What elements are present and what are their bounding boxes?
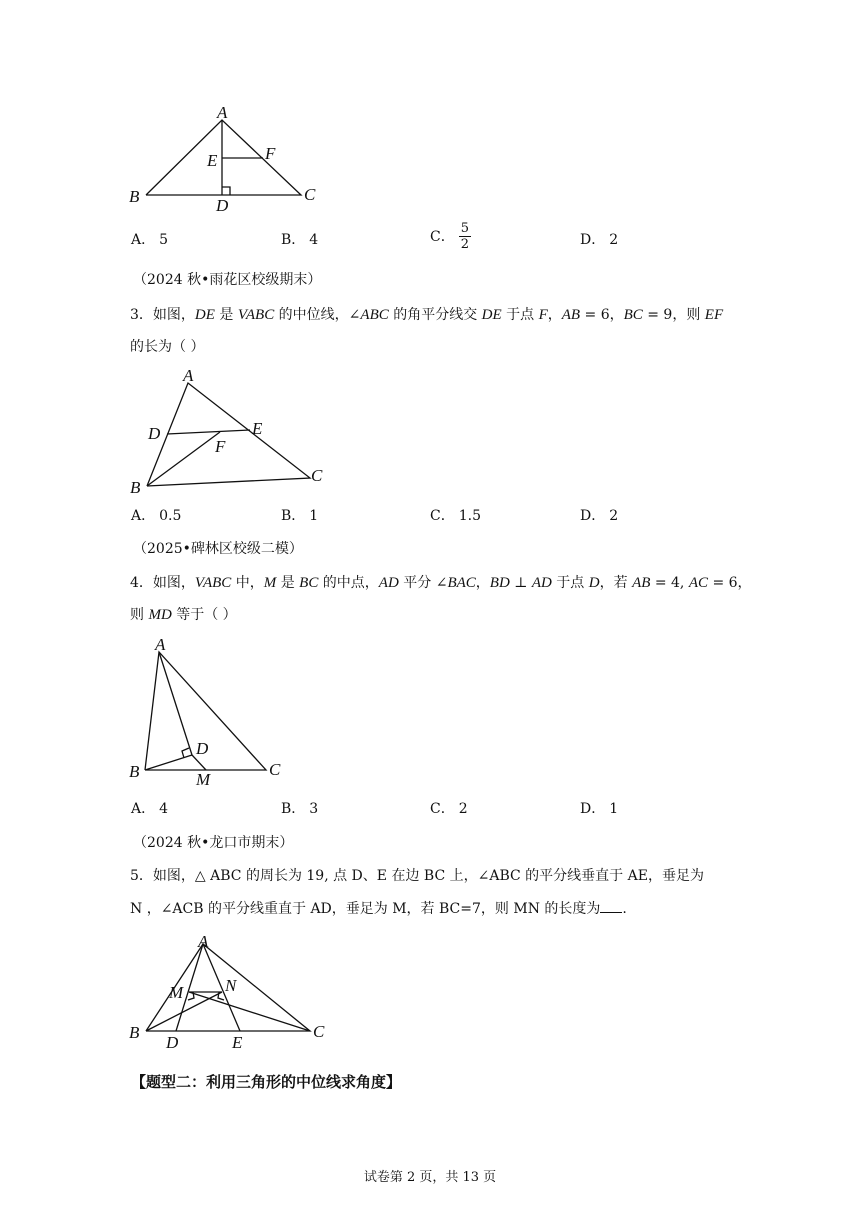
q4-source: （2025•碑林区校级二模）: [133, 541, 303, 557]
q3-label-d: D: [148, 424, 161, 443]
math: BC: [299, 575, 319, 591]
q5-label-m: M: [169, 983, 184, 1002]
q2-label-f: F: [265, 144, 276, 163]
text: 4．如图，: [130, 575, 195, 591]
math: D: [588, 575, 600, 591]
q3-source: （2024 秋•雨花区校级期末）: [133, 272, 322, 288]
option-letter: D．: [580, 232, 606, 248]
q3-option-d[interactable]: [580, 506, 618, 526]
q5-label-n: N: [225, 976, 237, 995]
math: VABC: [194, 575, 232, 591]
q3-midline-de: [167, 430, 250, 434]
q5-bisector-bn: [146, 992, 222, 1031]
q4-label-a: A: [155, 635, 166, 654]
math: DE: [481, 307, 502, 323]
math: EF: [704, 307, 724, 323]
q2-option-c[interactable]: [430, 221, 471, 252]
text: ，若: [599, 575, 633, 591]
option-value: 1: [309, 508, 319, 524]
q4-option-a[interactable]: [131, 799, 168, 819]
q3-label-a: A: [183, 366, 194, 385]
q2-label-b: B: [129, 187, 140, 206]
option-letter: D．: [580, 801, 606, 817]
option-value: 2: [458, 801, 468, 817]
page-footer: 试卷第 2 页，共 13 页: [363, 1170, 497, 1185]
text: = 4,: [650, 575, 689, 591]
q3-question-line2: 的长为（ ）: [130, 339, 205, 355]
q3-label-e: E: [252, 419, 263, 438]
option-value: 1: [609, 801, 619, 817]
q5-label-d: D: [166, 1033, 179, 1052]
option-value: 1.5: [458, 508, 481, 524]
q2-option-d[interactable]: [580, 230, 618, 250]
text: 平分 ∠: [398, 575, 448, 591]
option-value: 4: [159, 801, 169, 817]
option-letter: B．: [281, 801, 306, 817]
q4-question-line2: [130, 605, 237, 625]
text: = 9，则: [642, 307, 705, 323]
math: BC: [623, 307, 643, 323]
q5-question-line2: [130, 898, 627, 919]
q3-label-b: B: [130, 478, 141, 497]
text: N ，∠ACB 的平分线重直于 AD，垂足为 M，若 BC=7，则 MN 的长度为: [130, 901, 601, 917]
q4-option-d[interactable]: [580, 799, 618, 819]
math: F: [538, 307, 548, 323]
math: VABC: [237, 307, 275, 323]
text: 是: [276, 575, 300, 591]
q2-option-a[interactable]: [131, 230, 168, 250]
option-value: 2: [609, 232, 619, 248]
q4-option-c[interactable]: [430, 799, 468, 819]
option-value: 2: [609, 508, 619, 524]
q5-label-b: B: [129, 1023, 140, 1042]
math: AB: [561, 307, 581, 323]
fraction-denominator: 2: [460, 237, 469, 252]
q3-figure: [126, 366, 326, 501]
q4-segment-bd: [145, 755, 192, 770]
q3-option-a[interactable]: [131, 506, 181, 526]
q4-question-line1: [130, 573, 752, 593]
text: 的角平分线交: [388, 307, 482, 323]
text: .: [622, 901, 627, 917]
math: AB: [632, 575, 651, 591]
text: 的中位线，∠: [274, 307, 361, 323]
text: 则: [130, 607, 149, 623]
math: M: [263, 575, 277, 591]
fraction: [459, 221, 471, 252]
text: = 6，: [708, 575, 752, 591]
text: ，: [475, 575, 490, 591]
q4-label-b: B: [129, 762, 140, 781]
q4-figure: [126, 634, 296, 789]
q5-source: （2024 秋•龙口市期末）: [133, 835, 294, 851]
option-letter: D．: [580, 508, 606, 524]
fraction-numerator: 5: [460, 221, 469, 236]
option-letter: A．: [131, 232, 156, 248]
q5-label-c: C: [313, 1022, 325, 1041]
text: 3．如图，: [130, 307, 195, 323]
q3-label-c: C: [311, 466, 323, 485]
text: ⊥: [509, 575, 532, 591]
q5-figure: [126, 928, 336, 1053]
math: AD: [531, 575, 552, 591]
math: DE: [194, 307, 215, 323]
option-value: 0.5: [159, 508, 182, 524]
q2-right-angle-mark: [222, 187, 230, 195]
q2-label-e: E: [207, 151, 218, 170]
q4-label-d: D: [196, 739, 209, 758]
q4-segment-ad: [159, 652, 192, 755]
q3-option-b[interactable]: [281, 506, 318, 526]
q2-label-c: C: [304, 185, 316, 204]
answer-blank[interactable]: [600, 898, 622, 913]
option-letter: B．: [281, 508, 306, 524]
text: 等于（ ）: [171, 607, 237, 623]
math: BD: [489, 575, 510, 591]
q2-figure: [126, 104, 326, 219]
math: MD: [148, 607, 172, 623]
q3-triangle-abc: [147, 383, 310, 486]
text: 于点: [501, 307, 539, 323]
q4-option-b[interactable]: [281, 799, 318, 819]
option-letter: C．: [430, 801, 455, 817]
text: = 6，: [580, 307, 624, 323]
option-letter: C．: [430, 228, 455, 245]
text: 是: [214, 307, 238, 323]
q2-option-b[interactable]: [281, 230, 318, 250]
q4-label-c: C: [269, 760, 281, 779]
q5-bisector-cm: [189, 992, 310, 1031]
option-letter: A．: [131, 801, 156, 817]
q3-label-f: F: [215, 437, 226, 456]
q2-label-a: A: [217, 103, 228, 122]
q4-label-m: M: [196, 770, 211, 789]
math: BAC: [447, 575, 476, 591]
option-value: 5: [159, 232, 169, 248]
option-letter: C．: [430, 508, 455, 524]
q5-label-a: A: [198, 932, 209, 951]
option-value: 3: [309, 801, 319, 817]
q5-label-e: E: [232, 1033, 243, 1052]
q3-option-c[interactable]: [430, 506, 481, 526]
q2-label-d: D: [216, 196, 229, 215]
q3-question-line1: [130, 305, 723, 325]
section-heading: 【题型二：利用三角形的中位线求角度】: [131, 1073, 402, 1091]
text: 中，: [231, 575, 264, 591]
option-value: 4: [309, 232, 319, 248]
math: AD: [378, 575, 399, 591]
q5-question-line1: 5．如图，△ ABC 的周长为 19, 点 D、E 在边 BC 上，∠ABC 的平分线垂直于 AE，垂足为: [130, 868, 704, 884]
text: 的中点，: [318, 575, 379, 591]
text: 于点: [551, 575, 589, 591]
text: ，: [547, 307, 562, 323]
math: AC: [688, 575, 709, 591]
option-letter: B．: [281, 232, 306, 248]
math: ABC: [360, 307, 389, 323]
option-letter: A．: [131, 508, 156, 524]
